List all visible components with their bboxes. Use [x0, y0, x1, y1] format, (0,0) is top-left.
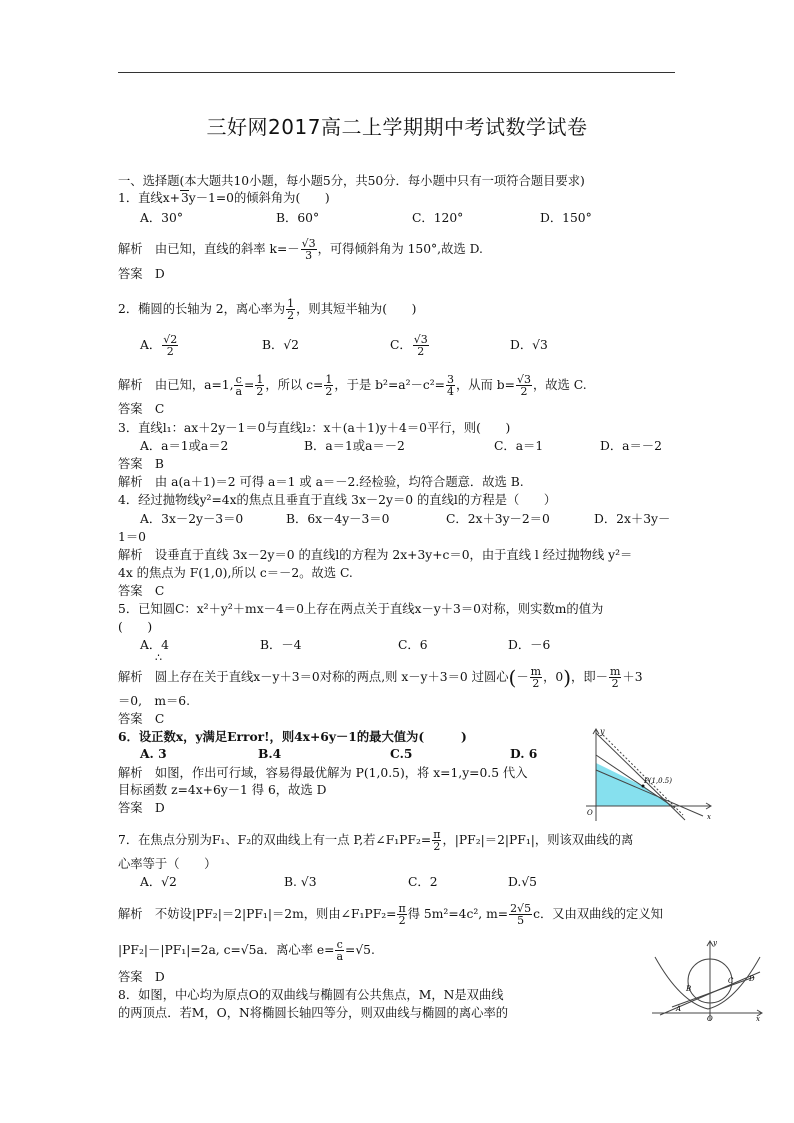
q4-answer: 答案 C — [118, 584, 165, 598]
page-title: 三好网2017高二上学期期中考试数学试卷 — [206, 115, 588, 139]
q5-solution-1: 解析 圆上存在关于直线x－y＋3＝0对称的两点,则 x－y＋3＝0 过圆心(－ $\frac{m}{2}$ ，0)，即－ $\frac{m}{2}$ ＋3 — [118, 665, 643, 690]
q6-option-d: D. 6 — [510, 746, 538, 761]
q1-option-a: A．30° — [140, 211, 183, 225]
q6-options — [140, 746, 537, 762]
q8-line-2: 的两顶点．若M，O，N将椭圆长轴四等分，则双曲线与椭圆的离心率的 — [118, 1006, 509, 1020]
point-c-label: C — [728, 977, 734, 985]
q5-option-b: B．－4 — [260, 638, 302, 652]
q4-option-d: D．2x＋3y－ — [594, 512, 671, 526]
section-header: 一、选择题(本大题共10小题，每小题5分，共50分．每小题中只有一项符合题目要求) — [118, 174, 585, 188]
q4-options — [140, 511, 670, 527]
q3-option-b: B．a＝1或a＝－2 — [304, 439, 405, 453]
hyperbola-curve — [655, 957, 760, 1009]
y-axis-label: y — [600, 727, 605, 736]
q7-option-a: A．√2 — [140, 875, 177, 889]
q2-option-b: B．√2 — [262, 338, 299, 352]
q2-option-a: A． $\frac{√2}{2}$ — [140, 333, 178, 358]
q5-solution-2: ＝0, m＝6. — [118, 694, 191, 708]
q4-option-c: C．2x＋3y－2＝0 — [446, 512, 550, 526]
x-axis-label: x — [756, 1015, 760, 1022]
x-axis-label: x — [707, 813, 711, 821]
q7-solution-2: |PF₂|－|PF₁|=2a, c=√5a．离心率 e= $\frac{c}{a}$ =√5. — [118, 938, 375, 963]
q6-solution-2: 目标函数 z=4x+6y－1 得 6，故选 D — [118, 783, 327, 797]
q8-line-1: 8．如图，中心均为原点O的双曲线与椭圆有公共焦点，M，N是双曲线 — [118, 988, 504, 1002]
q6-feasible-region-figure — [583, 725, 715, 823]
q2-stem: 2．椭圆的长轴为 2，离心率为 $\frac{1}{2}$ ，则其短半轴为( ) — [118, 297, 417, 322]
q6-solution-1: 解析 如图，作出可行域，容易得最优解为 P(1,0.5)，将 x=1,y=0.5 代入 — [118, 766, 528, 780]
q7-stem: 7．在焦点分别为F₁、F₂的双曲线上有一点 P,若∠F₁PF₂= $\frac{\pi}{2}$ ，|PF₂|＝2|PF₁|，则该双曲线的离 — [118, 828, 634, 853]
q7-option-b: B. √3 — [284, 875, 317, 889]
q5-option-c: C．6 — [398, 638, 428, 652]
q1-answer: 答案 D — [118, 267, 165, 281]
q2-option-c: C． $\frac{√3}{2}$ — [390, 333, 428, 358]
point-p-label: P(1,0.5) — [644, 777, 672, 785]
q5-option-d: D．－6 — [508, 638, 551, 652]
q7-options — [140, 874, 537, 890]
q5-stem: 5．已知圆C：x²＋y²＋mx－4＝0上存在两点关于直线x－y＋3＝0对称，则实数m的值为 — [118, 602, 604, 616]
q3-options — [140, 438, 662, 454]
q7-option-d: D.√5 — [508, 875, 537, 889]
q3-option-c: C．a＝1 — [494, 439, 544, 453]
q4-option-d-cont: 1＝0 — [118, 530, 146, 544]
q7-answer: 答案 D — [118, 970, 165, 984]
q3-option-a: A．a＝1或a＝2 — [140, 439, 229, 453]
q1-solution: 解析 由已知，直线的斜率 k=－ $\frac{√3}{3}$ ，可得倾斜角为 150°,故选 D. — [118, 237, 483, 262]
q2-answer: 答案 C — [118, 402, 165, 416]
therefore-symbol: ∴ — [155, 651, 162, 664]
point-a-label: A — [676, 1005, 682, 1013]
q1-option-c: C．120° — [412, 211, 464, 225]
q7-stem-cont: 心率等于（ ） — [118, 857, 217, 871]
q2-option-d: D．√3 — [510, 338, 548, 352]
origin-label: O — [707, 1015, 713, 1022]
q1-stem: 1．直线x+3y－1=0的倾斜角为( ) — [118, 191, 330, 205]
q1-option-b: B．60° — [276, 211, 320, 225]
q4-solution-2: 4x 的焦点为 F(1,0),所以 c＝－2。故选 C. — [118, 566, 353, 580]
q2-options — [140, 334, 548, 357]
q6-option-a: A. 3 — [140, 746, 167, 761]
q4-option-b: B．6x－4y－3＝0 — [286, 512, 390, 526]
q2-solution: 解析 由已知，a=1, $\frac{c}{a}$ = $\frac{1}{2}$ ，所以 c= $\frac{1}{2}$ ，于是 b²=a²－c²= $\frac{3}{4}$ ，从而 b= $\frac{√3}{2}$ ，故选 C. — [118, 373, 587, 398]
q5-answer: 答案 C — [118, 712, 165, 726]
q6-answer: 答案 D — [118, 801, 165, 815]
q6-option-c: C.5 — [390, 746, 413, 761]
q4-solution-1: 解析 设垂直于直线 3x－2y＝0 的直线l的方程为 2x+3y+c＝0，由于直线 l 经过抛物线 y²＝ — [118, 548, 633, 562]
q7-solution-1: 解析 不妨设|PF₂|＝2|PF₁|＝2m，则由∠F₁PF₂= $\frac{\pi}{2}$ 得 5m²=4c², m= $\frac{2√5}{5}$ c．又由双曲线的定义知 — [118, 902, 663, 927]
point-d-label: D — [749, 975, 755, 983]
q6-option-b: B.4 — [258, 746, 282, 761]
q7-hyperbola-circle-figure — [650, 937, 765, 1022]
q3-stem: 3．直线l₁：ax＋2y－1＝0与直线l₂：x＋(a＋1)y＋4＝0平行，则( ) — [118, 421, 511, 435]
header-rule — [118, 72, 675, 73]
point-b-label: B — [686, 985, 692, 993]
q1-option-d: D．150° — [540, 211, 592, 225]
q3-solution: 解析 由 a(a＋1)＝2 可得 a＝1 或 a＝－2.经检验，均符合题意．故选 B. — [118, 475, 524, 489]
q6-stem: 6．设正数x，y满足Error!，则4x+6y－1的最大值为( ) — [118, 729, 467, 744]
q3-answer: 答案 B — [118, 457, 164, 471]
q4-stem: 4．经过抛物线y²=4x的焦点且垂直于直线 3x－2y＝0 的直线l的方程是（ ） — [118, 493, 557, 507]
q5-stem-cont: ( ) — [118, 620, 153, 634]
q5-options — [140, 637, 550, 653]
y-axis-label: y — [713, 939, 717, 947]
q7-option-c: C．2 — [408, 875, 438, 889]
q4-option-a: A．3x－2y－3＝0 — [140, 512, 244, 526]
q3-option-d: D．a＝－2 — [600, 439, 662, 453]
q1-options — [140, 210, 592, 226]
q5-option-a: A．4 — [140, 638, 170, 652]
origin-label: O — [587, 809, 593, 817]
